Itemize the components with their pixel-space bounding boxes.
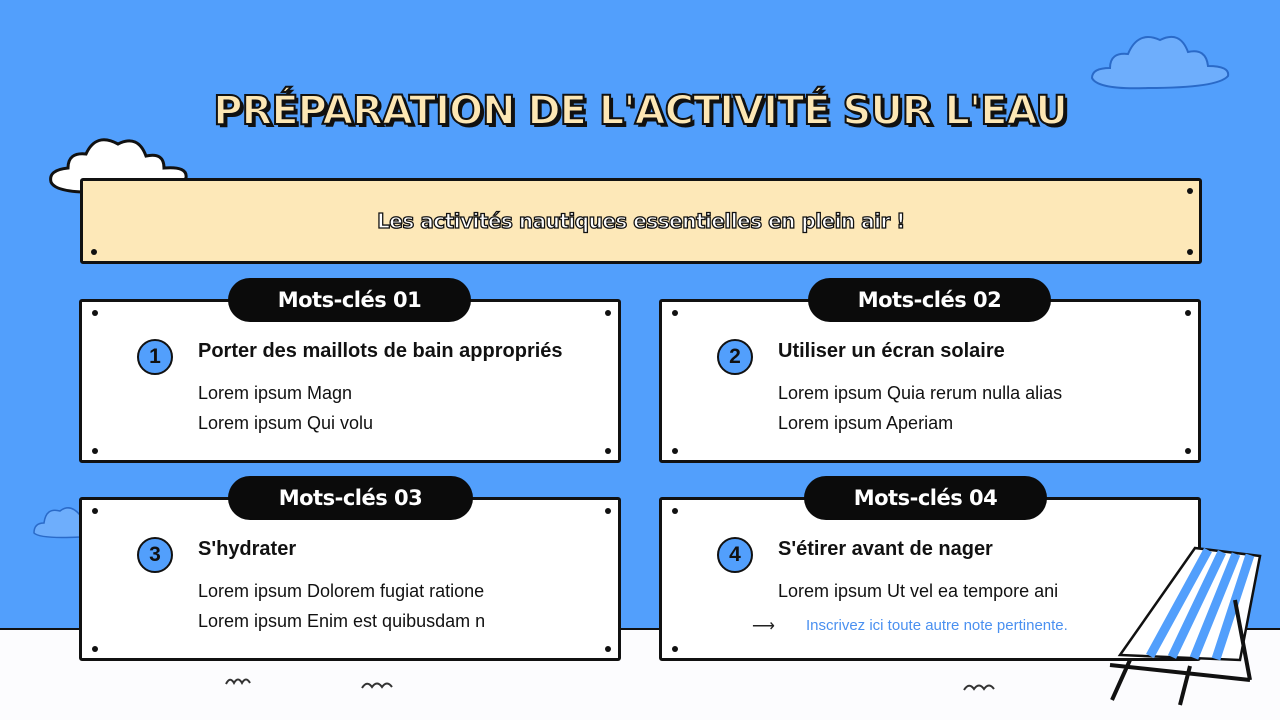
- cloud-icon: [1088, 28, 1233, 92]
- card-line: Lorem ipsum Quia rerum nulla alias: [778, 383, 1063, 403]
- keyword-card-3: [79, 497, 621, 661]
- page-title: PRÉPARATION DE L'ACTIVITÉ SUR L'EAU: [213, 88, 1067, 134]
- card-line: Lorem ipsum Magn: [198, 383, 353, 403]
- keyword-pill-1: Mots-clés 01: [228, 278, 471, 322]
- number-badge: 3: [137, 537, 173, 573]
- card-heading: S'étirer avant de nager: [778, 538, 993, 560]
- card-heading: Porter des maillots de bain appropriés: [198, 340, 563, 362]
- grass-icon: [360, 678, 396, 690]
- keyword-pill-4: Mots-clés 04: [804, 476, 1047, 520]
- card-heading: Utiliser un écran solaire: [778, 340, 1005, 362]
- beach-chair-icon: [1100, 540, 1270, 710]
- cloud-icon: [30, 495, 80, 540]
- note-text: Inscrivez ici toute autre note pertinente.: [806, 617, 1068, 634]
- number-badge: 4: [717, 537, 753, 573]
- number-badge: 2: [717, 339, 753, 375]
- card-line: Lorem ipsum Enim est quibusdam n: [198, 611, 486, 631]
- card-line: Lorem ipsum Dolorem fugiat ratione: [198, 581, 485, 601]
- keyword-card-2: [659, 299, 1201, 463]
- card-line: Lorem ipsum Qui volu: [198, 413, 374, 433]
- card-line: Lorem ipsum Aperiam: [778, 413, 954, 433]
- keyword-pill-2: Mots-clés 02: [808, 278, 1051, 322]
- card-heading: S'hydrater: [198, 538, 297, 560]
- grass-icon: [224, 674, 252, 686]
- grass-icon: [962, 680, 998, 692]
- number-badge: 1: [137, 339, 173, 375]
- subtitle: Les activités nautiques essentielles en plein air !: [377, 209, 905, 233]
- keyword-card-1: [79, 299, 621, 463]
- subtitle-banner: [80, 178, 1202, 264]
- keyword-pill-3: Mots-clés 03: [228, 476, 473, 520]
- card-line: Lorem ipsum Ut vel ea tempore ani: [778, 581, 1059, 601]
- arrow-icon: ⟶: [752, 618, 775, 635]
